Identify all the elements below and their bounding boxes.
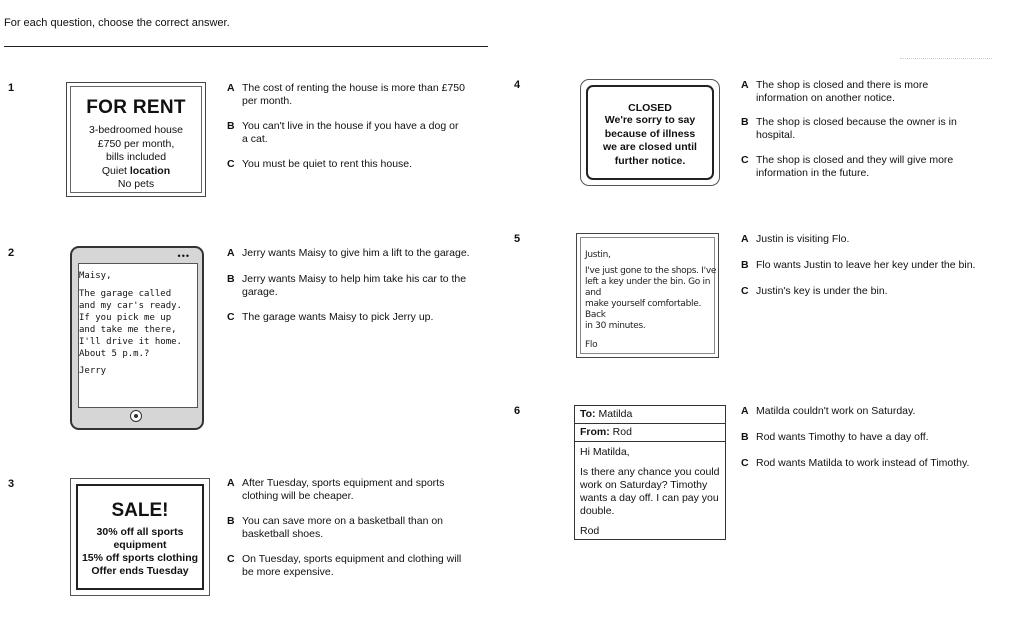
divider-faint xyxy=(900,58,992,59)
sign-line: £750 per month, xyxy=(97,137,175,150)
question-number-5: 5 xyxy=(514,233,521,245)
phone-message xyxy=(70,246,204,430)
instruction: For each question, choose the correct answer. xyxy=(4,17,230,29)
sign-line: equipment xyxy=(113,539,167,551)
handwritten-note xyxy=(576,233,719,358)
option-4a[interactable]: A The shop is closed and there is more information on another notice. xyxy=(741,79,929,104)
option-2c[interactable]: C The garage wants Maisy to pick Jerry up. xyxy=(227,311,434,323)
option-5b[interactable]: B Flo wants Justin to leave her key under the bin. xyxy=(741,259,976,271)
sale-sign xyxy=(70,478,210,596)
sign-title: CLOSED xyxy=(628,102,672,114)
closed-sign xyxy=(580,79,720,186)
for-rent-sign xyxy=(66,82,206,197)
option-1a[interactable]: A The cost of renting the house is more than £750 per month. xyxy=(227,82,465,107)
option-4c[interactable]: C The shop is closed and they will give more information in the future. xyxy=(741,154,954,179)
sign-line: 30% off all sports xyxy=(96,526,184,538)
sign-line: further notice. xyxy=(614,154,686,167)
sign-line: bills included xyxy=(105,151,167,163)
option-5c[interactable]: C Justin's key is under the bin. xyxy=(741,285,888,297)
sign-line: No pets xyxy=(117,178,155,190)
sign-line: we are closed until xyxy=(603,141,697,153)
question-number-6: 6 xyxy=(514,405,521,417)
home-button-icon xyxy=(130,410,142,422)
email-from-row: From: Rod xyxy=(575,424,725,442)
email-to-row: To: Matilda xyxy=(575,406,725,424)
phone-text: Maisy, The garage called and my car's ready. If you pick me up and take me there, I'll drive it home. About 5 p.m.? Jerry xyxy=(79,271,182,376)
option-1c[interactable]: C You must be quiet to rent this house. xyxy=(227,158,413,170)
email-body: Hi Matilda, Is there any chance you could work on Saturday? Timothy wants a day off. I can pay you double. Rod xyxy=(580,446,720,537)
option-3b[interactable]: B You can save more on a basketball than on basketball shoes. xyxy=(227,515,444,540)
note-text: Justin, I've just gone to the shops. I've left a key under the bin. Go in and make yourself comfortable. Back in 30 minutes. Flo xyxy=(585,250,717,350)
sign-line-quiet: Quiet location xyxy=(101,164,171,177)
phone-dots-icon: ••• xyxy=(177,251,190,261)
email-message xyxy=(574,405,726,540)
sign-title: FOR RENT xyxy=(86,97,186,118)
option-4b[interactable]: B The shop is closed because the owner is in hospital. xyxy=(741,116,957,141)
option-3a[interactable]: A After Tuesday, sports equipment and sports clothing will be cheaper. xyxy=(227,477,445,502)
option-6b[interactable]: B Rod wants Timothy to have a day off. xyxy=(741,431,929,443)
option-1b[interactable]: B You can't live in the house if you have a dog or a cat. xyxy=(227,120,459,145)
sign-line: 15% off sports clothing xyxy=(81,552,199,564)
sign-line: We're sorry to say xyxy=(604,114,696,126)
option-3c[interactable]: C On Tuesday, sports equipment and clothing will be more expensive. xyxy=(227,553,462,578)
sign-line: because of illness xyxy=(604,127,696,140)
question-number-4: 4 xyxy=(514,79,521,91)
option-5a[interactable]: A Justin is visiting Flo. xyxy=(741,233,850,245)
question-number-1: 1 xyxy=(8,82,15,94)
option-6c[interactable]: C Rod wants Matilda to work instead of Timothy. xyxy=(741,457,970,469)
question-number-3: 3 xyxy=(8,478,15,490)
sign-line: 3-bedroomed house xyxy=(89,124,183,136)
question-number-2: 2 xyxy=(8,247,15,259)
option-2a[interactable]: A Jerry wants Maisy to give him a lift to the garage. xyxy=(227,247,470,259)
sign-line: Offer ends Tuesday xyxy=(91,565,189,577)
option-6a[interactable]: A Matilda couldn't work on Saturday. xyxy=(741,405,916,417)
sign-title: SALE! xyxy=(111,500,169,521)
divider xyxy=(4,46,488,47)
option-2b[interactable]: B Jerry wants Maisy to help him take his car to the garage. xyxy=(227,273,467,298)
